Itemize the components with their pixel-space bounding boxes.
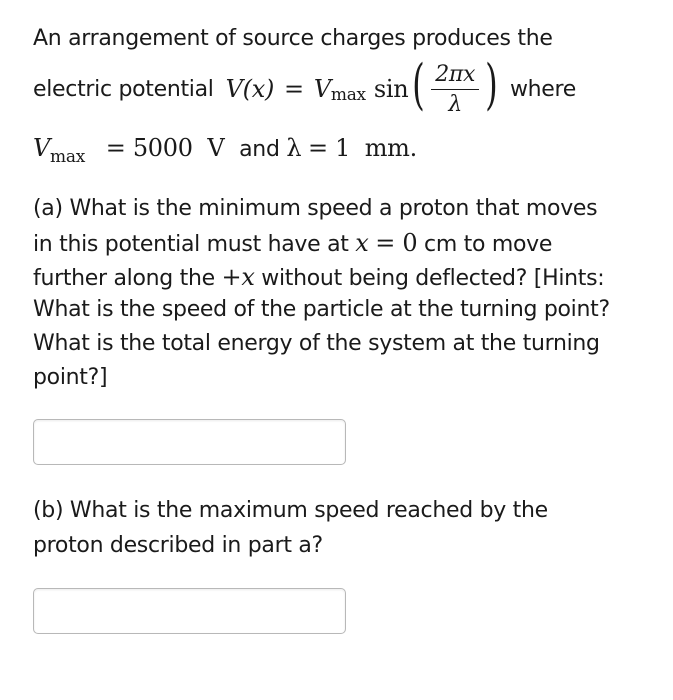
part-a-line-2-text: in this potential must have at [33,232,349,257]
eq-equals: = [284,75,304,103]
eq-sin: sin [373,75,409,103]
intro-equation-line [33,54,576,124]
right-paren: ) [485,53,498,116]
intro-line-1: An arrangement of source charges produces the [33,26,553,51]
line3-max-sub: max [50,147,85,167]
part-a-answer-input[interactable] [33,419,346,465]
intro-line-2-suffix: where [509,76,577,102]
part-b-line-2: proton described in part a? [33,533,323,558]
intro-line-3 [33,134,417,167]
line3-period: . [409,134,417,162]
line3-value: = 5000 V [105,134,225,162]
x-value: = 0 [375,229,418,257]
eq-max-sub: max [330,85,366,105]
x-var: x [355,229,369,257]
x-unit-suffix: cm to move [424,232,553,257]
part-a-line-5: What is the total energy of the system at the turning [33,331,600,356]
part-a-line-2 [33,229,552,257]
line3-lambda: λ [286,134,302,162]
intro-line-2-prefix: electric potential [33,76,214,102]
part-a-line-1: (a) What is the minimum speed a proton that moves [33,196,598,221]
part-a-line-3-suffix: without being deflected? [Hints: [261,266,605,291]
left-paren: ( [412,53,426,116]
part-b-answer-input[interactable] [33,588,346,634]
line3-and: and [239,137,280,162]
plus-x: +x [221,263,255,291]
part-b-line-1: (b) What is the maximum speed reached by the [33,498,548,523]
eq-denominator: λ [448,91,463,117]
eq-numerator: 2πx [431,62,479,90]
part-a-line-4: What is the speed of the particle at the turning point? [33,297,610,322]
line3-lambda-value: = 1 mm [307,134,410,162]
part-a-line-6: point?] [33,365,108,390]
eq-x-paren: (x) [242,75,275,103]
eq-fraction [431,62,479,117]
eq-vmax: V [313,75,331,103]
part-a-line-3-text: further along the [33,266,215,291]
eq-v: V [225,75,243,103]
part-a-line-3 [33,263,604,291]
line3-vmax: V [33,134,51,162]
